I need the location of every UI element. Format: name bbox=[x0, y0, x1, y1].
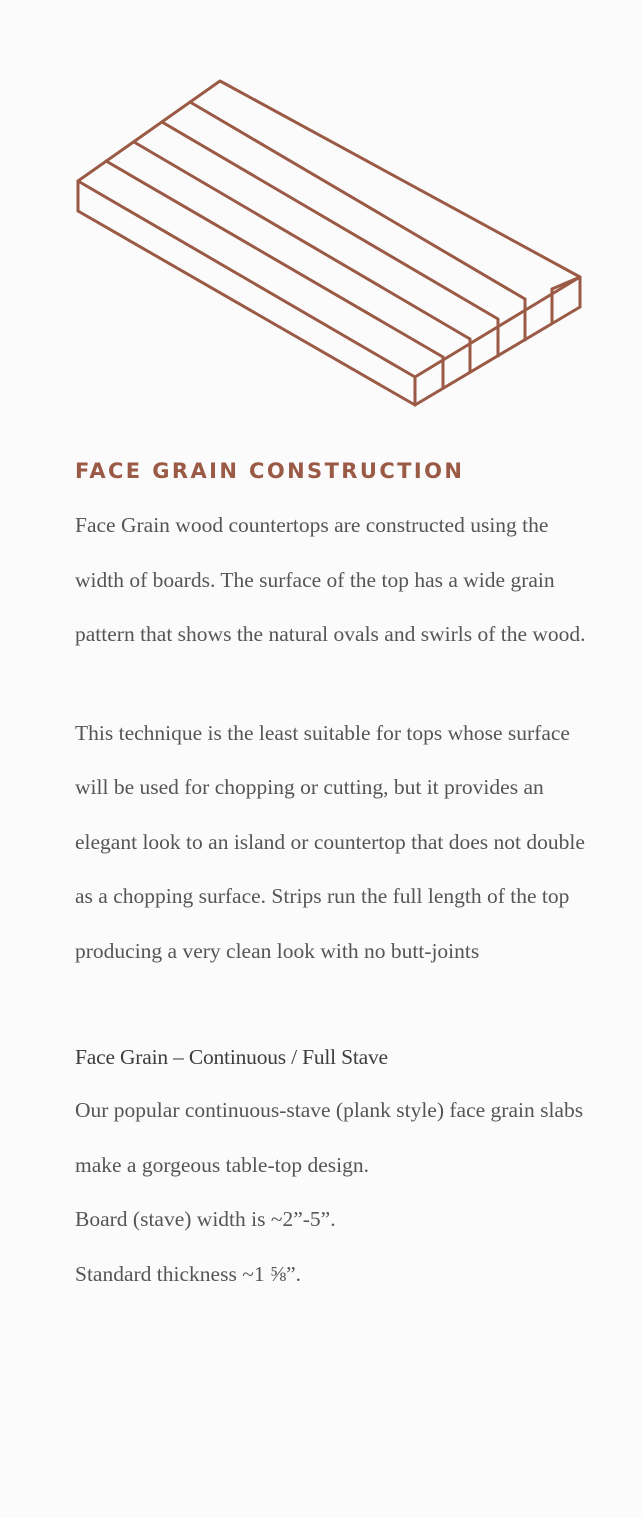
face-grain-illustration bbox=[70, 75, 590, 415]
subsection-heading: Face Grain – Continuous / Full Stave bbox=[75, 1045, 388, 1069]
technique-paragraph: This technique is the least suitable for tops whose surface will be used for chopping or cutting, but it provides an elegant look to an island or countertop that does not double as a chopping surface. Strips run the full length of the top producing a very clean look with no butt-joints bbox=[75, 720, 585, 963]
thickness-spec: Standard thickness ~1 ⅝”. bbox=[75, 1261, 301, 1286]
intro-paragraph: Face Grain wood countertops are constructed using the width of boards. The surface of the top has a wide grain pattern that shows the natural ovals and swirls of the wood. bbox=[75, 513, 586, 646]
content bbox=[75, 456, 595, 1301]
section-title: FACE GRAIN CONSTRUCTION bbox=[75, 459, 465, 483]
stave-width-spec: Board (stave) width is ~2”-5”. bbox=[75, 1207, 336, 1231]
subsection-paragraph: Our popular continuous-stave (plank style) face grain slabs make a gorgeous table-top design. bbox=[75, 1098, 584, 1177]
face-grain-board-icon bbox=[70, 75, 590, 415]
